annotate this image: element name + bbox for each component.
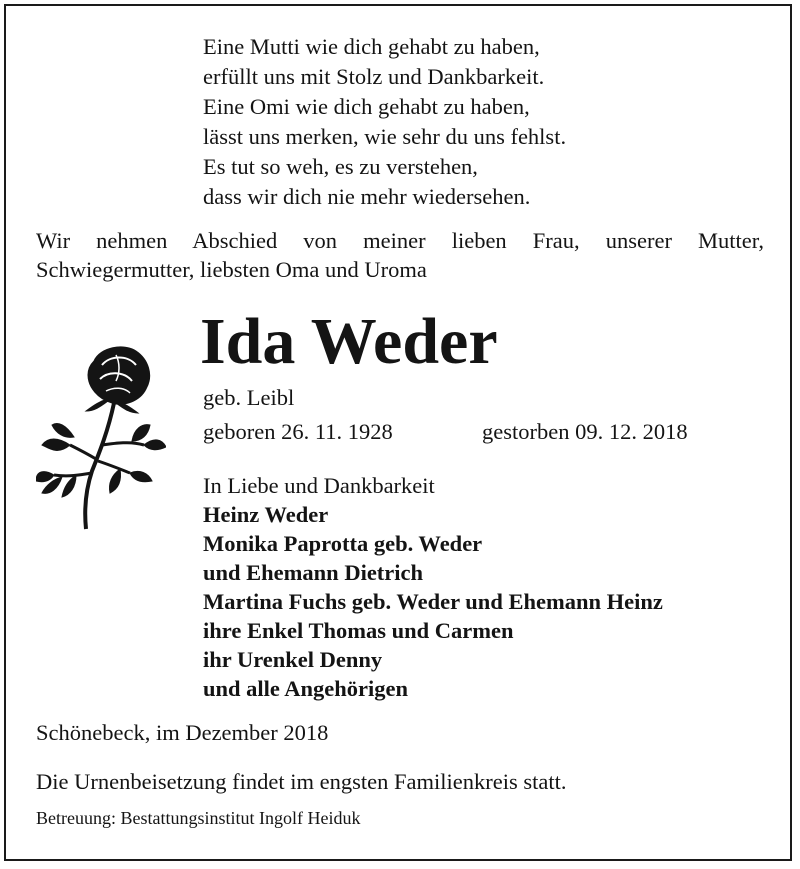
family-member: Monika Paprotta geb. Weder xyxy=(203,531,483,556)
funeral-home-credit: Betreuung: Bestattungsinstitut Ingolf Heiduk xyxy=(36,808,361,828)
poem-line: Es tut so weh, es zu verstehen, xyxy=(203,154,478,179)
farewell-line: Schwiegermutter, liebsten Oma und Uroma xyxy=(36,257,427,282)
urn-notice: Die Urnenbeisetzung findet im engsten Familienkreis statt. xyxy=(36,769,567,794)
birth-date: geboren 26. 11. 1928 xyxy=(203,419,393,444)
family-member: ihr Urenkel Denny xyxy=(203,647,383,672)
farewell-text xyxy=(36,226,764,284)
poem-line: erfüllt uns mit Stolz und Dankbarkeit. xyxy=(203,64,545,89)
poem-line: Eine Mutti wie dich gehabt zu haben, xyxy=(203,34,540,59)
family-list xyxy=(203,471,663,703)
poem-line: Eine Omi wie dich gehabt zu haben, xyxy=(203,94,530,119)
maiden-name: geb. Leibl xyxy=(203,385,295,410)
rose-icon xyxy=(36,341,166,531)
poem xyxy=(203,32,566,212)
poem-line: dass wir dich nie mehr wiedersehen. xyxy=(203,184,531,209)
farewell-line: Wir nehmen Abschied von meiner lieben Frau, unserer Mutter, xyxy=(36,228,764,253)
family-member: ihre Enkel Thomas und Carmen xyxy=(203,618,514,643)
poem-line: lässt uns merken, wie sehr du uns fehlst. xyxy=(203,124,567,149)
family-member: und alle Angehörigen xyxy=(203,676,409,701)
deceased-name: Ida Weder xyxy=(200,305,498,378)
place-date: Schönebeck, im Dezember 2018 xyxy=(36,720,329,745)
family-member: Martina Fuchs geb. Weder und Ehemann Heinz xyxy=(203,589,663,614)
family-heading: In Liebe und Dankbarkeit xyxy=(203,473,435,498)
death-date: gestorben 09. 12. 2018 xyxy=(482,419,688,444)
family-member: und Ehemann Dietrich xyxy=(203,560,424,585)
obituary-notice xyxy=(4,4,792,861)
family-member: Heinz Weder xyxy=(203,502,329,527)
